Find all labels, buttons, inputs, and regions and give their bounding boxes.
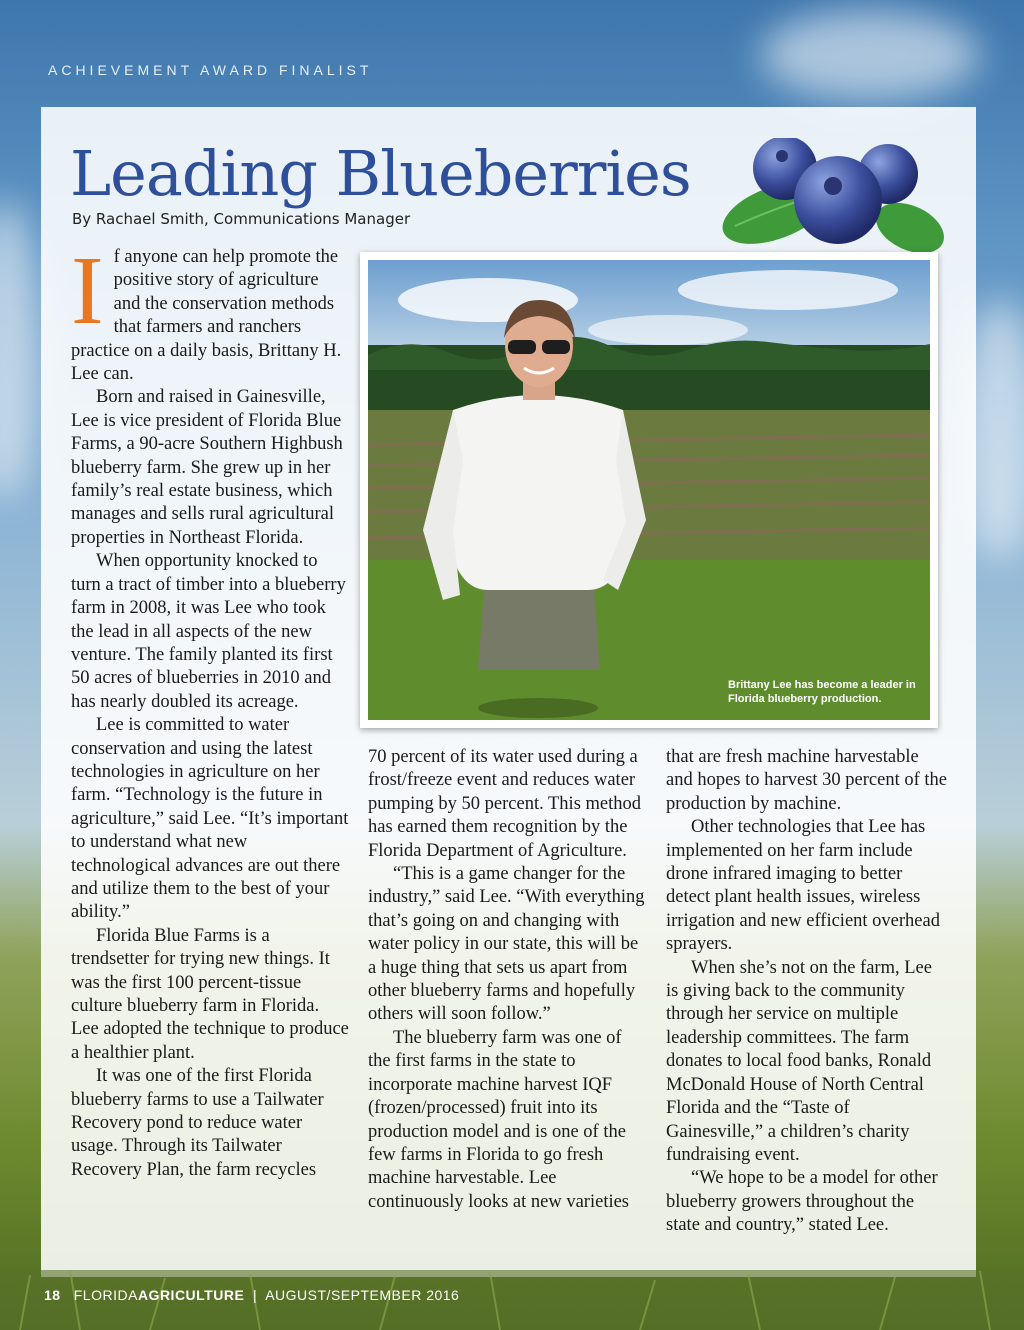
page-number: 18 [44,1287,61,1303]
photo-frame [360,252,938,728]
paragraph: “We hope to be a model for other blueberry growers throughout the state and country,” stated Lee. [666,1168,938,1236]
issue-date: AUGUST/SEPTEMBER 2016 [265,1287,460,1303]
drop-cap: I [71,237,104,345]
farm-photo-illustration [368,260,930,720]
byline: By Rachael Smith, Communications Manager [72,210,411,228]
background-cloud [760,10,980,100]
section-kicker: ACHIEVEMENT AWARD FINALIST [48,62,373,78]
paragraph: Other technologies that Lee has implemented on her farm include drone infrared imaging to better detect plant health issues, wireless irrigation and new efficient overhead sprayers. [666,817,940,955]
article-column-1 [71,237,349,1182]
paragraph: When she’s not on the farm, Lee is giving back to the community through her service on multiple leadership committees. The farm donates to local food banks, Ronald McDonald House of North Central Florida and the “Taste of Gainesville,” a children’s charity fundraising event. [666,957,932,1165]
paragraph: “This is a game changer for the industry,” said Lee. “With everything that’s going on and changing with water policy in our state, this will be a huge thing that sets us apart from other blueberry farms and hopefully others will soon follow.” [368,864,645,1025]
article-title: Leading Blueberries [70,137,691,210]
article-column-3 [666,746,948,1238]
paragraph: 70 percent of its water used during a frost/freeze event and reduces water pumping by 50 percent. This method has earned them recognition by the Florida Department of Agriculture. [368,747,642,861]
page-footer: 18 FLORIDAAGRICULTURE | AUGUST/SEPTEMBER 2016 [44,1287,460,1303]
paragraph: f anyone can help promote the positive story of agriculture and the conservation methods that farmers and ranchers practice on a daily basis, Brittany H. Lee can. [71,247,342,385]
background-cloud [0,200,40,500]
farm-photo [368,260,930,720]
article-column-2 [368,746,648,1214]
magazine-name-bold: AGRICULTURE [137,1287,245,1303]
paragraph: Lee is committed to water conservation and using the latest technologies in agriculture on her farm. “Technology is the future in agriculture,” said Lee. “It’s important to understand what new technological advances are out there and utilize them to the best of your ability.” [71,715,349,923]
paragraph: The blueberry farm was one of the first farms in the state to incorporate machine harvest IQF (frozen/processed) fruit into its production model and is one of the few farms in Florida to go fresh machine harvestable. Lee continuously looks at new varieties [368,1027,630,1212]
paragraph: Born and raised in Gainesville, Lee is vice president of Florida Blue Farms, a 90-acre Southern Highbush blueberry farm. She grew up in her family’s real estate business, which manages and sells rural agricultural properties in Northeast Florida. [71,387,343,548]
paragraph: Florida Blue Farms is a trendsetter for trying new things. It was the first 100 percent-tissue culture blueberry farm in Florida. Lee adopted the technique to produce a healthier plant. [71,925,349,1063]
paragraph: It was one of the first Florida blueberry farms to use a Tailwater Recovery pond to reduce water usage. Through its Tailwater Recovery Plan, the farm recycles [71,1066,324,1180]
paragraph: When opportunity knocked to turn a tract of timber into a blueberry farm in 2008, it was Lee who took the lead in all aspects of the new venture. The family planted its first 50 acres of blueberries in 2010 and has nearly doubled its acreage. [71,551,346,712]
paragraph: that are fresh machine harvestable and hopes to harvest 30 percent of the production by machine. [666,747,948,814]
magazine-name-light: FLORIDA [73,1287,138,1303]
blueberries-illustration [720,138,950,258]
photo-caption: Brittany Lee has become a leader in Florida blueberry production. [728,679,916,705]
